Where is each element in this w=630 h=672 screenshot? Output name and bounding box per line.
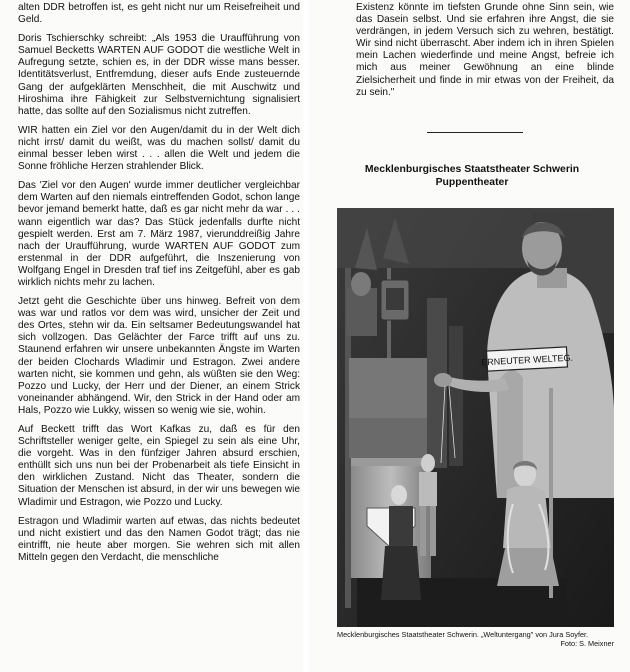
paragraph: Estragon und Wladimir warten auf etwas, das nichts bedeutet und nicht existiert und das den Namen Godot trägt; das nie eintrifft, nie heute aber morgen. Sie wehren sich mit allen Mitteln gegen den Verdacht, die menschliche (18, 515, 300, 563)
photo-illustration (337, 208, 614, 627)
paragraph: Auf Beckett trifft das Wort Kafkas zu, daß es für den Schriftsteller weniger gelte, ein Spiegel zu sein als eine Uhr, die vorgeht. Was in den fünfziger Jahren absurd erschien, enthüllt sich uns nun bei der Probenarbeit als tiefe Einsicht in den wirklichen Zustand. Nicht das Theater, sondern die Situation der Menschen ist absurd, in der wir uns bewegen wie Wladimir und Estragon, wie Pozzo und Lucky. (18, 424, 300, 508)
left-text-column (18, 2, 300, 571)
paragraph: WIR hatten ein Ziel vor den Augen/damit du in der Welt dich nicht irrst/ damit du weißt, was du machen sollst/ damit du einmal besser leben wirst . . . allen die Welt und jedem die Sonne fröhliche Herzen strahlender Blick. (18, 124, 300, 173)
caption-text: Mecklenburgisches Staatstheater Schwerin. „Weltuntergang" von Jura Soyfer. (337, 630, 589, 639)
paragraph: alten DDR betroffen ist, es geht nicht nur um Reisefreiheit und Geld. (18, 2, 300, 26)
paragraph: Doris Tschierschky schreibt: „Als 1953 die Uraufführung von Samuel Becketts WARTEN AUF GODOT die westliche Welt in Aufregung setzte, schien es, in der DDR wisse mans besser. Identitätsverlust, Entfremdung, dieser aufs Ende zusteuernde Gang der aufgeklärten Menschheit, die mit Auschwitz und Hiroshima ihre Fähigkeit zur Selbstvernichtung signalisiert hatte, das sollte auf den Sozialismus nicht zutreffen. (18, 33, 300, 117)
paragraph: Existenz könnte im tiefsten Grunde ohne Sinn sein, wie das Dasein selbst. Und sie erfahren ihre Angst, die sie verdrängen, in jedem Versuch sich zu wehren, bestätigt. Wir sind nicht überrascht. Aber indem ich in ihren Spielen mein Lachen wiederfinde und meine Angst, befreie ich mich aus meiner Gewöhnung an eine blinde Zielsicherheit und finde in mir etwas von der Freiheit, da zu sein." (356, 2, 614, 98)
photo-caption (337, 630, 614, 648)
sign-text: ERNEUTER WELTEG. (480, 352, 574, 368)
divider (427, 132, 523, 133)
section-heading (330, 163, 614, 189)
paragraph: Das 'Ziel vor den Augen' wurde immer deutlicher vergleichbar dem Warten auf den niemals eintreffenden Godot, schon lange bevor jemand bemerkt hatte, daß es gar nicht mehr da war . . . wann eigentlich war das? Das Stück jedenfalls durfte nicht gespielt werden. Erst am 7. März 1987, vierunddreißig Jahre nach der Uraufführung, wurde WARTEN AUF GODOT zum erstenmal in der DDR aufgeführt, die Inszenierung von Wolfgang Engel in Dresden traf tief ins Zeitgefühl, aber es gab wirklich nichts mehr zu lachen. (18, 180, 300, 288)
right-text-column (356, 2, 614, 99)
heading-line: Puppentheater (435, 177, 509, 188)
photo-credit: Foto: S. Meixner (560, 639, 614, 648)
paragraph: Jetzt geht die Geschichte über uns hinweg. Befreit von dem was war und ratlos vor dem was wird, unsicher der Zeit und des Ortes, stehn wir da. Ein seltsamer Bedeutungswandel hat sich vollzogen. Das Gelächter der Farce trifft auf uns zu. Staunend erfahren wir unsere unbekannten Ängste im Warten der beiden Clochards Wladimir und Estragon. Zwei andere warten nicht, sie kommen und gehn, als wüßten sie den Weg: Pozzo und Lucky, der Herr und der Diener, an einem Strick voneinander abhängend. Wir, den Strick in der Hand oder am Hals, Pozzo wie Lukky, wissen so wenig wie sie, wohin. (18, 296, 300, 416)
sign-board (481, 347, 574, 372)
heading-line: Mecklenburgisches Staatstheater Schwerin (364, 164, 580, 175)
page-fold (303, 0, 309, 672)
puppet-theater-photo (337, 208, 614, 627)
